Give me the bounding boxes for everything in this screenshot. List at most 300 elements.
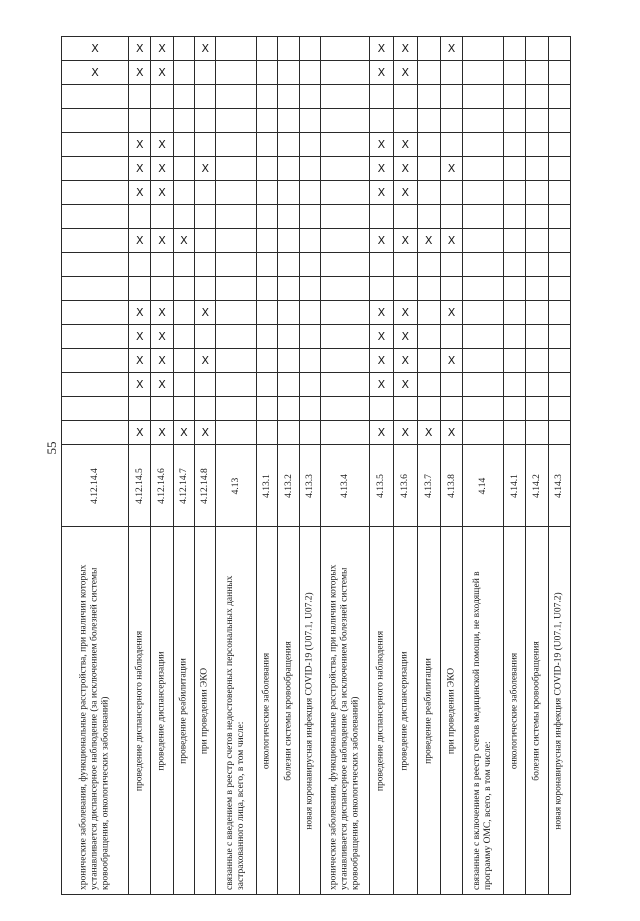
mark-cell xyxy=(369,61,393,85)
mark-cell xyxy=(417,37,440,61)
mark-cell xyxy=(526,253,548,277)
row-code-cell xyxy=(548,445,570,527)
row-label-cell xyxy=(417,527,440,895)
mark-cell xyxy=(440,61,462,85)
row-label-cell xyxy=(62,527,129,895)
mark-cell xyxy=(394,61,417,85)
mark-cell xyxy=(394,229,417,253)
row-label-cell xyxy=(440,527,462,895)
mark-cell xyxy=(321,301,370,325)
mark-cell xyxy=(151,397,173,421)
mark-cell xyxy=(62,301,129,325)
mark-cell xyxy=(369,133,393,157)
row-code-cell xyxy=(321,445,370,527)
mark-cell xyxy=(503,421,525,445)
criteria-table xyxy=(61,36,571,895)
row-code-cell xyxy=(151,445,173,527)
mark-cell xyxy=(278,397,299,421)
mark-cell xyxy=(548,61,570,85)
mark-cell xyxy=(257,229,278,253)
mark-value: X xyxy=(447,306,456,319)
mark-cell xyxy=(440,373,462,397)
row-label: хронические заболевания, функциональные расстройства, при наличии которых устанавливается диспансерное наблюдение (за исключением болезней системы кровообращения, онкологических заболеваний) xyxy=(328,564,361,890)
mark-cell xyxy=(173,421,194,445)
mark-cell xyxy=(417,301,440,325)
mark-cell xyxy=(151,325,173,349)
mark-cell xyxy=(299,301,320,325)
mark-cell xyxy=(463,253,504,277)
mark-cell xyxy=(463,181,504,205)
mark-value: X xyxy=(401,354,410,367)
mark-cell xyxy=(394,421,417,445)
mark-cell xyxy=(62,157,129,181)
mark-cell xyxy=(257,277,278,301)
mark-cell xyxy=(417,373,440,397)
mark-cell xyxy=(278,109,299,133)
mark-cell xyxy=(369,397,393,421)
mark-cell xyxy=(129,325,151,349)
mark-cell xyxy=(548,421,570,445)
mark-cell xyxy=(503,253,525,277)
mark-cell xyxy=(151,85,173,109)
mark-value: X xyxy=(401,66,410,79)
mark-cell xyxy=(216,85,257,109)
mark-value: X xyxy=(135,378,144,391)
row-code: 4.13.2 xyxy=(283,473,294,498)
mark-cell xyxy=(195,205,216,229)
mark-cell xyxy=(417,397,440,421)
mark-cell xyxy=(440,301,462,325)
mark-cell xyxy=(195,133,216,157)
mark-cell xyxy=(440,397,462,421)
mark-cell xyxy=(129,349,151,373)
mark-cell xyxy=(257,85,278,109)
row-label-cell xyxy=(278,527,299,895)
mark-cell xyxy=(257,325,278,349)
row-label: при проведении ЭКО xyxy=(199,667,210,754)
mark-cell xyxy=(129,277,151,301)
mark-value: X xyxy=(135,426,144,439)
row-label: проведение диспансерного наблюдения xyxy=(375,630,386,791)
mark-cell xyxy=(278,61,299,85)
mark-cell xyxy=(548,349,570,373)
mark-cell xyxy=(173,61,194,85)
mark-cell xyxy=(299,157,320,181)
mark-cell xyxy=(369,325,393,349)
mark-cell xyxy=(195,397,216,421)
mark-cell xyxy=(394,325,417,349)
mark-cell xyxy=(440,229,462,253)
mark-cell xyxy=(526,277,548,301)
row-label: онкологические заболевания xyxy=(261,652,272,769)
mark-value: X xyxy=(447,234,456,247)
mark-cell xyxy=(321,373,370,397)
mark-value: X xyxy=(158,354,166,367)
mark-cell xyxy=(151,373,173,397)
mark-cell xyxy=(173,349,194,373)
mark-cell xyxy=(548,37,570,61)
mark-cell xyxy=(129,61,151,85)
mark-cell xyxy=(548,109,570,133)
mark-cell xyxy=(151,109,173,133)
mark-cell xyxy=(369,205,393,229)
row-code-cell xyxy=(278,445,299,527)
mark-value: X xyxy=(135,66,144,79)
mark-cell xyxy=(257,37,278,61)
mark-cell xyxy=(151,205,173,229)
row-code-cell xyxy=(129,445,151,527)
mark-cell xyxy=(394,253,417,277)
mark-cell xyxy=(417,421,440,445)
mark-cell xyxy=(369,421,393,445)
row-label-cell xyxy=(173,527,194,895)
row-label-cell xyxy=(195,527,216,895)
mark-value: X xyxy=(401,330,410,343)
mark-cell xyxy=(62,133,129,157)
row-code: 4.12.14.8 xyxy=(200,467,211,504)
mark-cell xyxy=(151,157,173,181)
row-label-cell xyxy=(257,527,278,895)
mark-cell xyxy=(417,133,440,157)
mark-cell xyxy=(151,349,173,373)
mark-cell xyxy=(463,325,504,349)
mark-value: X xyxy=(424,426,433,439)
mark-value: X xyxy=(135,138,144,151)
mark-cell xyxy=(195,277,216,301)
mark-cell xyxy=(62,85,129,109)
mark-cell xyxy=(129,397,151,421)
mark-value: X xyxy=(401,234,410,247)
mark-cell xyxy=(440,157,462,181)
row-code: 4.14.2 xyxy=(531,473,542,498)
mark-cell xyxy=(278,37,299,61)
mark-cell xyxy=(526,349,548,373)
mark-cell xyxy=(321,325,370,349)
mark-cell xyxy=(173,181,194,205)
mark-cell xyxy=(321,253,370,277)
row-code-cell xyxy=(503,445,525,527)
mark-cell xyxy=(257,253,278,277)
row-label: новая коронавирусная инфекция COVID-19 (U07.1, U07.2) xyxy=(304,591,315,830)
mark-value: X xyxy=(91,42,99,55)
mark-cell xyxy=(216,37,257,61)
mark-cell xyxy=(321,349,370,373)
row-code-cell xyxy=(463,445,504,527)
mark-cell xyxy=(278,205,299,229)
mark-cell xyxy=(299,181,320,205)
mark-cell xyxy=(369,109,393,133)
mark-cell xyxy=(195,61,216,85)
mark-cell xyxy=(394,277,417,301)
mark-cell xyxy=(195,37,216,61)
mark-cell xyxy=(299,349,320,373)
mark-cell xyxy=(278,349,299,373)
row-label: связанные с включением в реестр счетов медицинской помощи, не входящей в программу ОМС, всего, в том числе: xyxy=(472,570,494,890)
mark-cell xyxy=(548,301,570,325)
mark-value: X xyxy=(201,354,209,367)
mark-cell xyxy=(321,61,370,85)
row-label: проведение реабилитации xyxy=(178,657,189,764)
mark-cell xyxy=(321,157,370,181)
mark-value: X xyxy=(377,186,386,199)
row-code: 4.14.1 xyxy=(509,473,520,498)
mark-cell xyxy=(369,229,393,253)
row-code-cell xyxy=(257,445,278,527)
mark-cell xyxy=(257,349,278,373)
row-code: 4.12.14.7 xyxy=(178,467,189,504)
mark-cell xyxy=(216,181,257,205)
mark-cell xyxy=(394,205,417,229)
mark-cell xyxy=(440,253,462,277)
mark-cell xyxy=(503,397,525,421)
row-label-cell xyxy=(299,527,320,895)
row-label-cell xyxy=(394,527,417,895)
mark-cell xyxy=(369,157,393,181)
mark-cell xyxy=(463,421,504,445)
mark-cell xyxy=(299,61,320,85)
mark-cell xyxy=(195,301,216,325)
row-label-cell xyxy=(151,527,173,895)
mark-cell xyxy=(216,421,257,445)
mark-value: X xyxy=(158,66,166,79)
mark-cell xyxy=(440,205,462,229)
mark-cell xyxy=(526,373,548,397)
row-code-cell xyxy=(369,445,393,527)
mark-cell xyxy=(195,85,216,109)
mark-value: X xyxy=(158,162,166,175)
row-label-cell xyxy=(129,527,151,895)
mark-value: X xyxy=(158,306,166,319)
mark-cell xyxy=(417,277,440,301)
mark-value: X xyxy=(401,306,410,319)
mark-cell xyxy=(299,205,320,229)
mark-cell xyxy=(548,397,570,421)
mark-cell xyxy=(257,61,278,85)
mark-cell xyxy=(173,325,194,349)
mark-cell xyxy=(321,181,370,205)
mark-cell xyxy=(463,349,504,373)
mark-cell xyxy=(321,109,370,133)
mark-cell xyxy=(257,109,278,133)
mark-cell xyxy=(526,181,548,205)
mark-value: X xyxy=(377,378,386,391)
mark-cell xyxy=(503,109,525,133)
page-number: 55 xyxy=(44,441,59,455)
mark-cell xyxy=(216,229,257,253)
mark-cell xyxy=(129,157,151,181)
mark-cell xyxy=(503,277,525,301)
mark-value: X xyxy=(401,378,410,391)
mark-cell xyxy=(369,373,393,397)
mark-cell xyxy=(417,157,440,181)
mark-cell xyxy=(151,229,173,253)
mark-cell xyxy=(173,277,194,301)
mark-cell xyxy=(440,421,462,445)
mark-cell xyxy=(394,373,417,397)
mark-cell xyxy=(195,325,216,349)
mark-value: X xyxy=(377,162,386,175)
row-label: онкологические заболевания xyxy=(509,652,519,769)
row-label: хронические заболевания, функциональные расстройства, при наличии которых устанавливается диспансерное наблюдение (за исключением болезней системы кровообращения, онкологических заболеваний) xyxy=(78,564,111,890)
mark-cell xyxy=(151,37,173,61)
mark-cell xyxy=(548,253,570,277)
mark-value: X xyxy=(377,138,386,151)
mark-cell xyxy=(440,181,462,205)
mark-cell xyxy=(62,421,129,445)
mark-cell xyxy=(503,373,525,397)
mark-cell xyxy=(548,85,570,109)
mark-cell xyxy=(548,181,570,205)
mark-cell xyxy=(548,157,570,181)
mark-cell xyxy=(195,253,216,277)
row-code: 4.14 xyxy=(478,477,489,494)
mark-cell xyxy=(173,37,194,61)
mark-cell xyxy=(321,277,370,301)
mark-cell xyxy=(369,85,393,109)
mark-value: X xyxy=(377,330,386,343)
mark-value: X xyxy=(158,426,166,439)
row-code-cell xyxy=(394,445,417,527)
row-code: 4.12.14.5 xyxy=(134,467,145,504)
mark-cell xyxy=(129,181,151,205)
mark-value: X xyxy=(135,330,144,343)
row-label-cell xyxy=(548,527,570,895)
mark-cell xyxy=(548,373,570,397)
mark-cell xyxy=(417,253,440,277)
mark-value: X xyxy=(180,426,188,439)
mark-cell xyxy=(369,349,393,373)
mark-cell xyxy=(526,61,548,85)
mark-cell xyxy=(216,397,257,421)
mark-cell xyxy=(151,277,173,301)
mark-value: X xyxy=(201,306,209,319)
mark-cell xyxy=(299,85,320,109)
row-code: 4.12.14.6 xyxy=(157,467,168,504)
mark-cell xyxy=(62,229,129,253)
mark-cell xyxy=(417,61,440,85)
mark-cell xyxy=(369,37,393,61)
row-label: проведение диспансеризации xyxy=(399,650,410,771)
mark-cell xyxy=(463,133,504,157)
mark-cell xyxy=(503,229,525,253)
mark-cell xyxy=(463,373,504,397)
mark-cell xyxy=(299,421,320,445)
mark-value: X xyxy=(201,426,209,439)
row-label: проведение реабилитации xyxy=(423,657,434,764)
mark-cell xyxy=(62,397,129,421)
document-table xyxy=(61,36,571,894)
row-label-cell xyxy=(216,527,257,895)
mark-cell xyxy=(463,157,504,181)
mark-value: X xyxy=(447,162,456,175)
mark-value: X xyxy=(158,330,166,343)
mark-value: X xyxy=(135,234,144,247)
mark-cell xyxy=(321,205,370,229)
row-code: 4.13.7 xyxy=(423,473,434,498)
row-label: проведение диспансеризации xyxy=(156,650,167,771)
row-code-cell xyxy=(440,445,462,527)
mark-cell xyxy=(299,229,320,253)
mark-cell xyxy=(503,325,525,349)
mark-cell xyxy=(62,253,129,277)
mark-value: X xyxy=(377,42,386,55)
mark-cell xyxy=(62,325,129,349)
mark-cell xyxy=(394,37,417,61)
mark-cell xyxy=(321,229,370,253)
mark-cell xyxy=(299,397,320,421)
mark-cell xyxy=(526,109,548,133)
mark-cell xyxy=(394,349,417,373)
mark-value: X xyxy=(447,426,456,439)
mark-value: X xyxy=(158,186,166,199)
mark-cell xyxy=(417,349,440,373)
mark-cell xyxy=(278,277,299,301)
mark-cell xyxy=(369,301,393,325)
mark-cell xyxy=(526,85,548,109)
mark-cell xyxy=(216,325,257,349)
mark-value: X xyxy=(135,186,144,199)
mark-cell xyxy=(463,37,504,61)
mark-value: X xyxy=(447,354,456,367)
mark-cell xyxy=(526,421,548,445)
mark-cell xyxy=(417,229,440,253)
mark-cell xyxy=(173,157,194,181)
mark-cell xyxy=(195,157,216,181)
mark-value: X xyxy=(201,162,209,175)
mark-cell xyxy=(216,373,257,397)
mark-cell xyxy=(394,397,417,421)
mark-cell xyxy=(417,109,440,133)
mark-cell xyxy=(299,133,320,157)
mark-cell xyxy=(129,301,151,325)
mark-cell xyxy=(278,373,299,397)
mark-value: X xyxy=(401,162,410,175)
mark-cell xyxy=(173,109,194,133)
mark-cell xyxy=(548,277,570,301)
mark-cell xyxy=(463,109,504,133)
mark-cell xyxy=(417,85,440,109)
row-code: 4.13.8 xyxy=(446,473,457,498)
mark-cell xyxy=(278,253,299,277)
mark-cell xyxy=(463,397,504,421)
mark-cell xyxy=(299,373,320,397)
mark-cell xyxy=(129,133,151,157)
mark-cell xyxy=(321,37,370,61)
mark-cell xyxy=(299,37,320,61)
mark-cell xyxy=(195,421,216,445)
mark-value: X xyxy=(135,42,144,55)
row-code-cell xyxy=(216,445,257,527)
mark-cell xyxy=(195,109,216,133)
mark-cell xyxy=(257,157,278,181)
mark-cell xyxy=(526,133,548,157)
mark-cell xyxy=(526,397,548,421)
mark-cell xyxy=(526,229,548,253)
mark-cell xyxy=(463,61,504,85)
mark-cell xyxy=(440,325,462,349)
mark-cell xyxy=(129,373,151,397)
mark-cell xyxy=(463,301,504,325)
mark-cell xyxy=(129,109,151,133)
mark-cell xyxy=(548,229,570,253)
mark-cell xyxy=(394,157,417,181)
mark-cell xyxy=(440,109,462,133)
row-code-cell xyxy=(173,445,194,527)
mark-cell xyxy=(278,181,299,205)
mark-cell xyxy=(299,109,320,133)
mark-cell xyxy=(216,349,257,373)
mark-cell xyxy=(278,85,299,109)
